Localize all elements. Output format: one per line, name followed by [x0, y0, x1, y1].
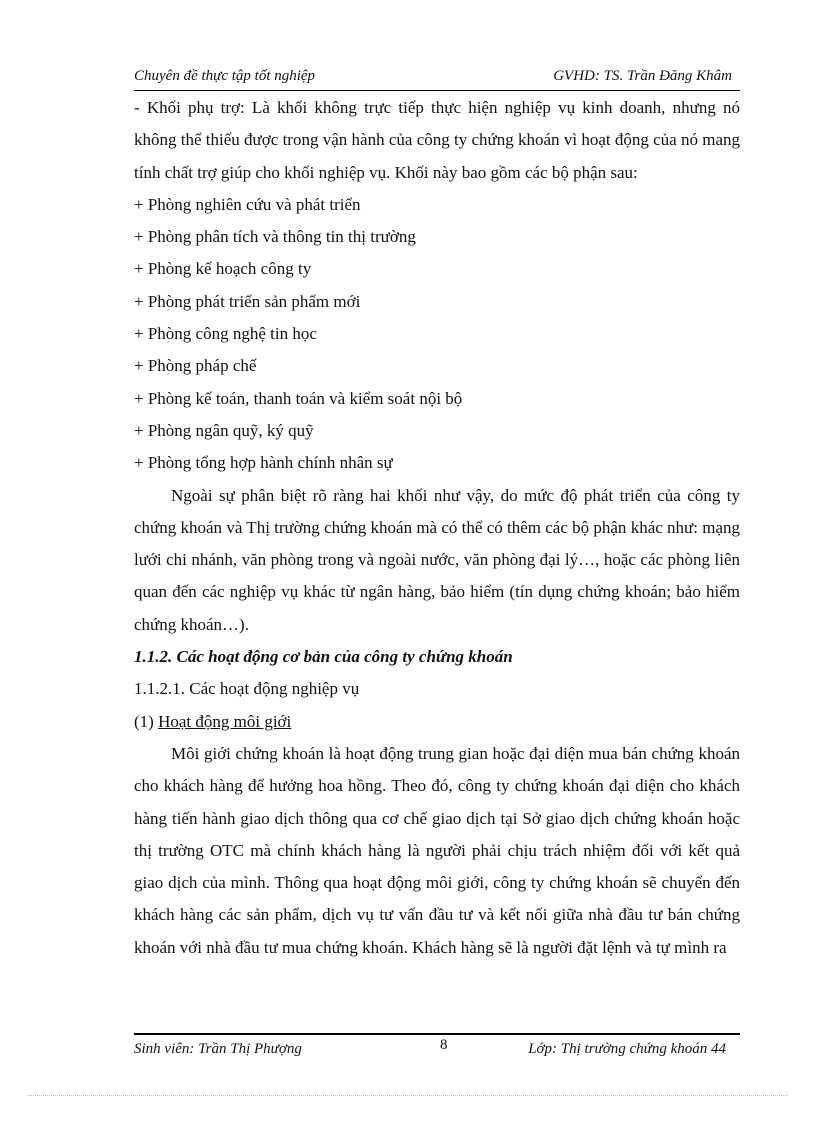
list-item: + Phòng pháp chế	[134, 356, 257, 376]
paragraph-other-departments: Ngoài sự phân biệt rõ ràng hai khối như vậy, do mức độ phát triển của công ty chứng khoán và Thị trường chứng khoán mà có thể có thêm các bộ phận khác như: mạng lưới chi nhánh, văn phòng trong và ngoài nước, văn phòng đại lý…, hoặc các phòng liên quan đến các nghiệp vụ khác từ ngân hàng, bảo hiểm (tín dụng chứng khoán; bảo hiểm chứng khoán…).	[134, 485, 740, 634]
page-boundary-divider	[28, 1095, 788, 1096]
list-item: + Phòng kế toán, thanh toán và kiểm soát nội bộ	[134, 388, 463, 408]
footer-class: Lớp: Thị trường chứng khoán 44	[528, 1041, 726, 1057]
footer-student: Sinh viên: Trần Thị Phượng	[134, 1041, 302, 1057]
paragraph-brokerage: Môi giới chứng khoán là hoạt động trung gian hoặc đại diện mua bán chứng khoán cho khách hàng để hưởng hoa hồng. Theo đó, công ty chứng khoán đại diện cho khách hàng tiến hành giao dịch thông qua cơ chế giao dịch tại Sở giao dịch chứng khoán hoặc thị trường OTC mà chính khách hàng là người phải chịu trách nhiệm đối với kết quả giao dịch của mình. Thông qua hoạt động môi giới, công ty chứng khoán sẽ chuyển đến khách hàng các sản phẩm, dịch vụ tư vấn đầu tư và kết nối giữa nhà đầu tư bán chứng khoán với nhà đầu tư mua chứng khoán. Khách hàng sẽ là người đặt lệnh và tự mình ra	[134, 743, 740, 957]
header-right: GVHD: TS. Trần Đăng Khâm	[553, 68, 732, 84]
list-item: + Phòng nghiên cứu và phát triển	[134, 194, 361, 214]
header-left: Chuyên đề thực tập tốt nghiệp	[134, 68, 316, 84]
section-heading-1-1-2: 1.1.2. Các hoạt động cơ bản của công ty chứng khoán	[134, 647, 513, 667]
list-item: + Phòng ngân quỹ, ký quỹ	[134, 420, 314, 440]
list-item: + Phòng công nghệ tin học	[134, 324, 317, 344]
list-item: + Phòng tổng hợp hành chính nhân sự	[134, 453, 393, 473]
subsection-1-1-2-1: 1.1.2.1. Các hoạt động nghiệp vụ	[134, 679, 360, 699]
list-item: + Phòng phát triển sản phẩm mới	[134, 291, 361, 311]
subsection-brokerage	[134, 706, 740, 738]
page-number: 8	[440, 1037, 448, 1053]
paragraph-intro: - Khối phụ trợ: Là khối không trực tiếp thực hiện nghiệp vụ kinh doanh, nhưng nó không thể thiếu được trong vận hành của công ty chứng khoán vì hoạt động của nó mang tính chất trợ giúp cho khối nghiệp vụ. Khối này bao gồm các bộ phận sau:	[134, 98, 740, 182]
page-header	[134, 66, 740, 91]
list-item: + Phòng kế hoạch công ty	[134, 259, 312, 279]
subsection-title: Hoạt động môi giới	[158, 711, 292, 731]
page-content	[134, 92, 740, 964]
subsection-number: (1)	[134, 711, 159, 731]
list-item: + Phòng phân tích và thông tin thị trường	[134, 227, 416, 247]
page-footer	[134, 1033, 740, 1065]
